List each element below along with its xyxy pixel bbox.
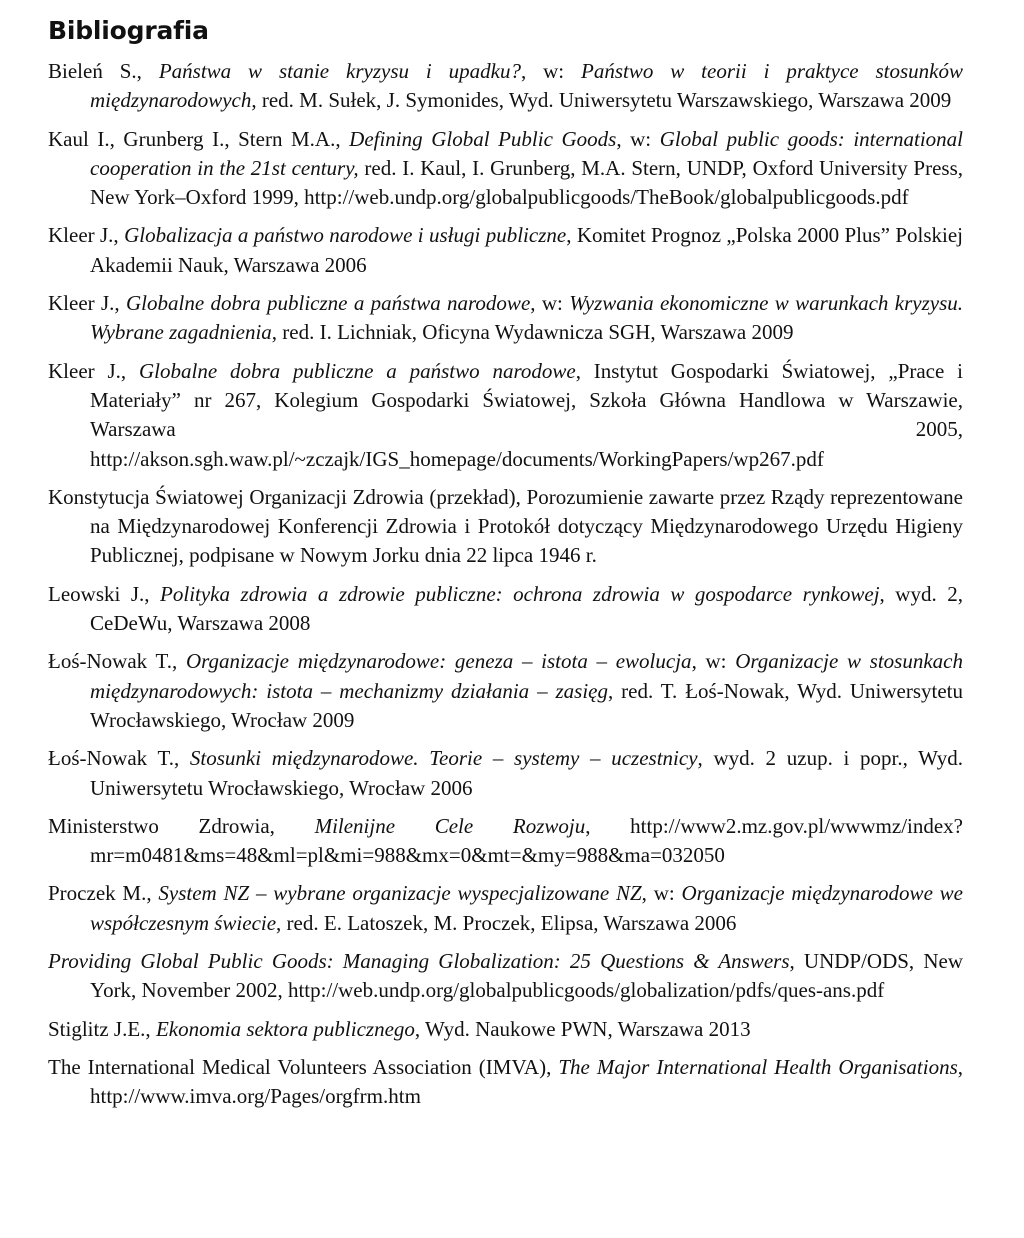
entry-title-text: Milenijne Cele Rozwoju bbox=[314, 813, 586, 838]
bibliography-entry bbox=[48, 357, 963, 474]
entry-text: Kaul I., Grunberg I., Stern M.A., bbox=[48, 126, 350, 151]
page-title: Bibliografia bbox=[48, 16, 209, 45]
entry-title-text: Wyzwania ekonomiczne w warunkach kryzysu. Wybrane zagadnienia bbox=[90, 291, 963, 345]
entry-text: , w: bbox=[520, 59, 582, 83]
bibliography-entry bbox=[48, 879, 963, 938]
bibliography-entry bbox=[48, 289, 963, 348]
bibliography-entry bbox=[48, 947, 963, 1006]
entry-text: , http://www.imva.org/Pages/orgfrm.htm bbox=[90, 1054, 963, 1109]
entry-text: Łoś-Nowak T., bbox=[48, 746, 190, 771]
entry-text: Stiglitz J.E., bbox=[48, 1016, 156, 1041]
bibliography-entry bbox=[48, 647, 963, 735]
entry-title-text: The Major International Health Organisations bbox=[558, 1054, 958, 1079]
entry-text: Bieleń S., bbox=[48, 59, 159, 83]
entry-title-text: Organizacje międzynarodowe: geneza – istota – ewolucja bbox=[185, 649, 692, 674]
entry-title-text: Stosunki międzynarodowe. Teorie – systemy – uczestnicy bbox=[189, 746, 698, 771]
entry-text: Kleer J., bbox=[48, 223, 125, 248]
entry-text: Łoś-Nowak T., bbox=[48, 649, 186, 674]
entry-text: , w: bbox=[530, 291, 570, 316]
bibliography-entry bbox=[48, 221, 963, 280]
entry-text: , red. M. Sułek, J. Symonides, Wyd. Uniwersytetu Warszawskiego, Warszawa 2009 bbox=[251, 88, 952, 113]
entry-text: , Komitet Prognoz „Polska 2000 Plus” Polskiej Akademii Nauk, Warszawa 2006 bbox=[90, 223, 964, 277]
entry-text: , Instytut Gospodarki Światowej, „Prace i Materiały” nr 267, Kolegium Gospodarki Światowej, Szkoła Główna Handlowa w Warszawie, Warszawa 2005, http://akson.sgh.waw.pl/~zczajk/IGS_homepage/documents/WorkingPapers/wp267.pdf bbox=[90, 358, 963, 471]
entry-title-text: Global public goods: international cooperation in the 21st century, bbox=[90, 126, 964, 180]
entry-text: , http://www2.mz.gov.pl/wwwmz/index?mr=m0481&ms=48&ml=pl&mi=988&mx=0&mt=&my=988&ma=032050 bbox=[90, 813, 964, 868]
bibliography-entry bbox=[48, 580, 963, 639]
entry-text: , w: bbox=[616, 126, 660, 151]
entry-title-text: Globalne dobra publiczne a państwa narodowe bbox=[126, 291, 531, 316]
entry-title-text: Ekonomia sektora publicznego bbox=[155, 1016, 415, 1041]
entry-text: , red. E. Latoszek, M. Proczek, Elipsa, Warszawa 2006 bbox=[276, 910, 737, 935]
bibliography-entry bbox=[48, 57, 963, 116]
entry-title-text: Organizacje międzynarodowe we współczesnym świecie bbox=[90, 881, 964, 935]
entry-title-text: System NZ – wybrane organizacje wyspecjalizowane NZ bbox=[158, 881, 642, 906]
bibliography-entry bbox=[48, 1053, 963, 1112]
entry-title-text: Globalne dobra publiczne a państwo narodowe bbox=[138, 358, 576, 383]
entry-title-text: Defining Global Public Goods bbox=[349, 126, 617, 151]
bibliography-page bbox=[48, 14, 963, 1121]
bibliography-list bbox=[48, 57, 963, 1112]
entry-text: , red. I. Lichniak, Oficyna Wydawnicza SGH, Warszawa 2009 bbox=[271, 320, 794, 345]
entry-text: The International Medical Volunteers Association (IMVA), bbox=[48, 1054, 559, 1079]
entry-text: , w: bbox=[691, 649, 736, 674]
bibliography-entry bbox=[48, 483, 963, 571]
entry-text: Proczek M., bbox=[48, 881, 159, 906]
entry-text: Kleer J., bbox=[48, 358, 139, 383]
entry-text: Ministerstwo Zdrowia, bbox=[48, 813, 315, 838]
entry-title-text: Państwa w stanie kryzysu i upadku? bbox=[158, 59, 521, 83]
entry-text: Konstytucja Światowej Organizacji Zdrowia (przekład), Porozumienie zawarte przez Rządy reprezentowane na Międzynarodowej Konferencji Zdrowia i Protokół dotyczący Międzynarodowego Urzędu Higieny Publicznej, podpisane w Nowym Jorku dnia 22 lipca 1946 r. bbox=[48, 484, 963, 568]
entry-title-text: Państwo w teorii i praktyce stosunków międzynarodowych bbox=[90, 59, 964, 113]
entry-title-text: Globalizacja a państwo narodowe i usługi publiczne bbox=[124, 223, 567, 248]
entry-text: , Wyd. Naukowe PWN, Warszawa 2013 bbox=[414, 1016, 751, 1041]
entry-text: , wyd. 2 uzup. i popr., Wyd. Uniwersytetu Wrocławskiego, Wrocław 2006 bbox=[90, 746, 963, 800]
entry-text: Leowski J., bbox=[48, 581, 161, 606]
entry-title-text: Polityka zdrowia a zdrowie publiczne: ochrona zdrowia w gospodarce rynkowej bbox=[160, 581, 880, 606]
entry-text: , red. T. Łoś-Nowak, Wyd. Uniwersytetu Wrocławskiego, Wrocław 2009 bbox=[90, 678, 963, 732]
entry-text: , wyd. 2, CeDeWu, Warszawa 2008 bbox=[90, 581, 963, 636]
entry-title-text: Organizacje w stosunkach międzynarodowych: istota – mechanizmy działania – zasięg bbox=[90, 649, 963, 703]
entry-text: red. I. Kaul, I. Grunberg, M.A. Stern, UNDP, Oxford University Press, New York–Oxford 1999, http://web.undp.org/globalpublicgoods/TheBook/globalpublicgoods.pdf bbox=[90, 155, 964, 210]
bibliography-entry bbox=[48, 744, 963, 803]
bibliography-entry bbox=[48, 812, 963, 871]
entry-text: Kleer J., bbox=[48, 291, 126, 316]
entry-text: , w: bbox=[641, 881, 682, 906]
bibliography-entry bbox=[48, 1015, 963, 1044]
entry-text: , UNDP/ODS, New York, November 2002, http://web.undp.org/globalpublicgoods/globalization/pdfs/ques-ans.pdf bbox=[90, 949, 963, 1003]
bibliography-entry bbox=[48, 125, 963, 213]
entry-title-text: Providing Global Public Goods: Managing Globalization: 25 Questions & Answers bbox=[48, 949, 790, 974]
